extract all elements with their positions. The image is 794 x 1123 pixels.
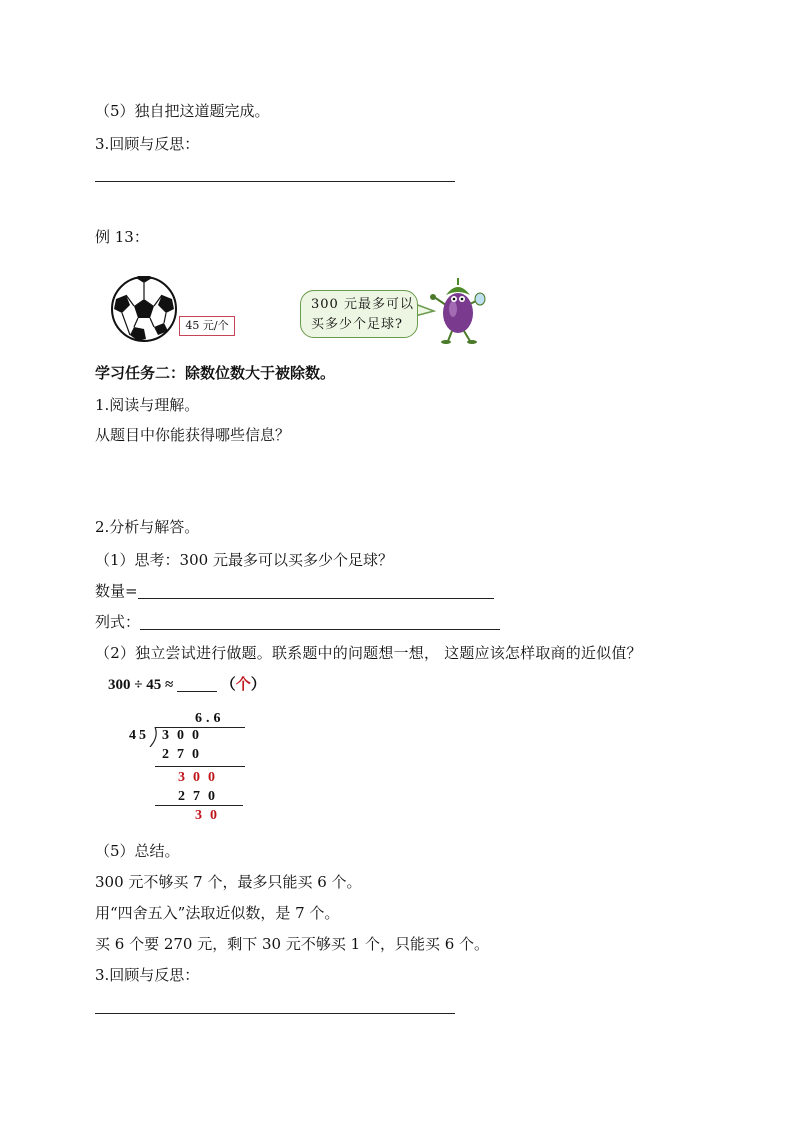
review-heading-2: 3.回顾与反思： [95,966,200,984]
product-1: 270 [162,747,207,762]
equation-unit: 个 [235,677,251,693]
equation-left: 300 ÷ 45 ≈ [108,677,174,693]
info-question: 从题目中你能获得哪些信息？ [95,426,291,444]
summary-heading: （5）总结。 [95,842,180,860]
subtract-line-1 [155,766,245,767]
product-2: 270 [178,789,223,804]
bubble-line-2: 买多少个足球? [311,317,403,332]
remainder-2: 30 [195,808,225,823]
division-bracket-icon [148,727,158,747]
read-heading: 1.阅读与理解。 [95,396,200,414]
analyze-heading: 2.分析与解答。 [95,518,200,536]
example-label: 例 13： [95,228,149,246]
speech-bubble [300,290,418,338]
quantity-row [95,581,494,601]
eggplant-character-icon [428,275,492,345]
summary-line-3: 买 6 个要 270 元，剩下 30 元不够买 1 个，只能买 6 个。 [95,935,490,953]
divisor: 45 [129,728,149,743]
summary-line-1: 300 元不够买 7 个，最多只能买 6 个。 [95,873,362,891]
subtract-line-2 [155,805,243,806]
step5-text: （5）独自把这道题完成。 [95,102,270,120]
formula-row [95,612,500,632]
equation-paren-close: ） [250,677,266,693]
equation-blank [177,678,217,692]
equation-row [108,675,266,695]
formula-label: 列式： [95,613,141,631]
quantity-blank [138,584,494,599]
task2-title: 学习任务二：除数位数大于被除数。 [95,364,336,382]
quantity-label: 数量= [95,582,138,600]
bubble-line-1: 300 元最多可以 [311,297,414,312]
dividend: 300 [162,728,207,743]
try-instruction: （2）独立尝试进行做题。联系题中的问题想一想， 这题应该怎样取商的近似值？ [95,644,642,662]
formula-blank [140,615,500,630]
review-heading: 3.回顾与反思： [95,135,200,153]
answer-line [95,181,455,182]
price-tag: 45 元/个 [179,316,235,336]
summary-line-2: 用“四舍五入”法取近似数，是 7 个。 [95,904,340,922]
answer-line-2 [95,1013,455,1014]
equation-paren-open: （ [220,677,236,693]
quotient: 6.6 [195,711,225,726]
think-question: （1）思考：300 元最多可以买多少个足球？ [95,551,393,569]
soccer-ball-icon [110,275,178,343]
remainder-1: 300 [178,770,223,785]
